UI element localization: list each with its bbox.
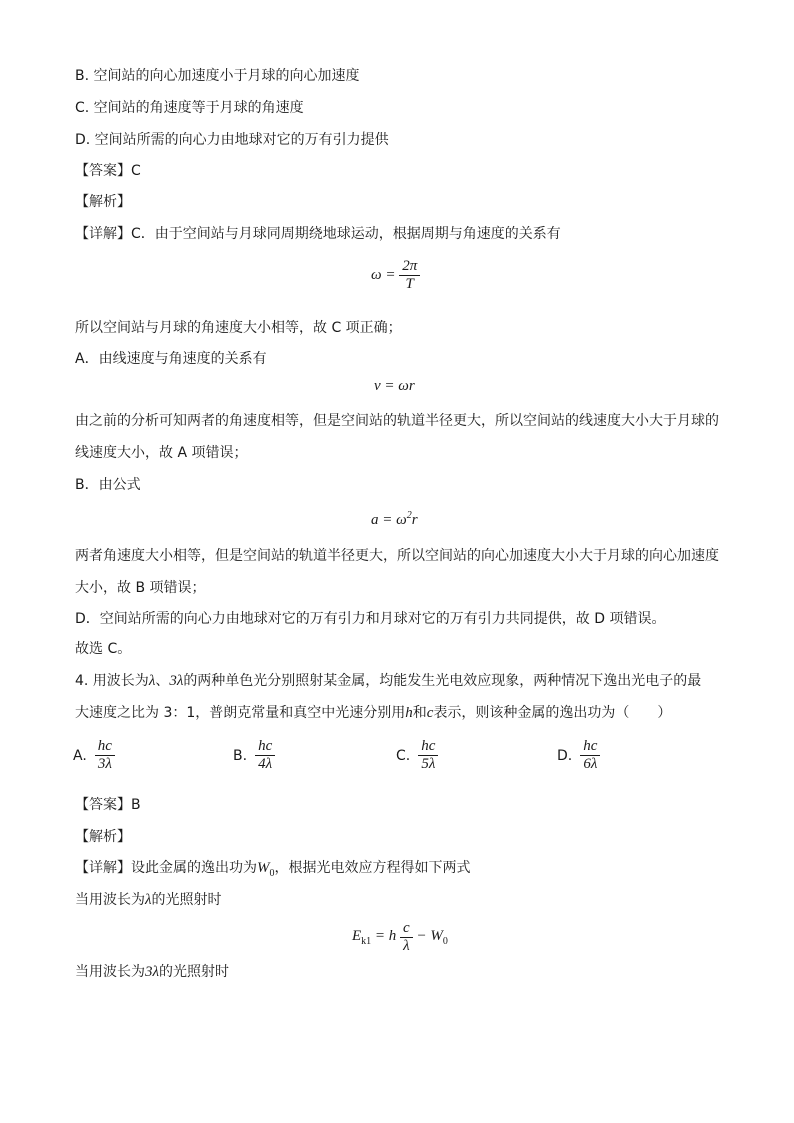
choice-letter: C.: [396, 747, 411, 764]
fraction-denominator: λ: [400, 937, 413, 955]
text-line: 所以空间站与月球的角速度大小相等，故 C 项正确；: [75, 320, 402, 336]
detail-text: 【详解】设此金属的逸出功为: [75, 860, 257, 876]
formula-mid: = h: [374, 928, 397, 944]
when-lambda: λ: [145, 892, 152, 908]
text-line: 线速度大小，故 A 项错误；: [75, 445, 248, 461]
formula-a-base: a = ω: [371, 512, 407, 528]
w-subscript: 0: [269, 868, 275, 879]
when-text: 当用波长为: [75, 892, 145, 908]
analysis-label: 【解析】: [75, 194, 131, 210]
choice-a[interactable]: [73, 738, 115, 773]
choice-letter: B.: [233, 747, 248, 764]
detail-line: 【详解】C．由于空间站与月球同周期绕地球运动，根据周期与角速度的关系有: [75, 226, 561, 242]
formula-ek1-fraction: [400, 920, 413, 955]
analysis-label: 【解析】: [75, 829, 131, 845]
when-text: 的光照射时: [151, 892, 222, 908]
formula-ek1: [352, 920, 448, 955]
stem-text: 和: [412, 705, 427, 721]
choice-denominator: 4λ: [255, 755, 275, 773]
choice-numerator: hc: [97, 738, 112, 754]
when-text: 当用波长为: [75, 964, 145, 980]
formula-a-exponent: 2: [406, 510, 412, 521]
stem-text: 、: [155, 673, 170, 689]
formula-omega: [371, 258, 420, 293]
when-3lambda: 3λ: [145, 964, 159, 980]
question-stem: [75, 704, 671, 722]
choice-denominator: 6λ: [580, 755, 600, 773]
text-line: B．由公式: [75, 477, 141, 493]
stem-text: 大速度之比为 3：1，普朗克常量和真空中光速分别用: [75, 705, 406, 721]
formula-tail: − W: [416, 928, 443, 944]
formula-a: [371, 510, 418, 529]
option-b: B. 空间站的向心加速度小于月球的向心加速度: [75, 68, 360, 84]
detail-text: ，根据光电效应方程得如下两式: [274, 860, 471, 876]
text-line: A．由线速度与角速度的关系有: [75, 351, 267, 367]
choice-letter: A.: [73, 747, 87, 764]
text-line: [75, 891, 222, 909]
answer-label: 【答案】B: [75, 797, 141, 813]
formula-ek1-lhs: [352, 928, 397, 947]
option-d: D. 空间站所需的向心力由地球对它的万有引力提供: [75, 132, 389, 148]
stem-lambda: λ: [148, 673, 156, 689]
formula-omega-lhs: ω =: [371, 267, 396, 283]
when-text: 的光照射时: [159, 964, 229, 980]
formula-omega-fraction: [399, 258, 420, 293]
stem-3lambda: 3λ: [169, 673, 184, 689]
text-line: 大小，故 B 项错误；: [75, 580, 206, 596]
stem-text: 4. 用波长为: [75, 673, 149, 689]
option-c: C. 空间站的角速度等于月球的角速度: [75, 100, 304, 116]
stem-text: 的两种单色光分别照射某金属，均能发生光电效应现象，两种情况下逸出光电子的最: [183, 673, 702, 689]
choice-c[interactable]: [396, 738, 438, 773]
formula-v: v = ωr: [374, 378, 415, 394]
w-symbol: W: [257, 860, 270, 876]
choice-b[interactable]: [233, 738, 275, 773]
stem-text: 表示，则该种金属的逸出功为（ ）: [433, 705, 672, 721]
formula-ek1-tail: [416, 928, 448, 947]
choice-denominator: 5λ: [418, 755, 438, 773]
text-line: 两者角速度大小相等，但是空间站的轨道半径更大，所以空间站的向心加速度大小大于月球的向心加速度: [75, 548, 719, 564]
stem-h: h: [405, 705, 413, 721]
text-line: 故选 C。: [75, 641, 132, 657]
question-stem: [75, 672, 701, 690]
choice-d[interactable]: [557, 738, 600, 773]
fraction-numerator: 2π: [402, 258, 418, 274]
answer-label: 【答案】C: [75, 163, 141, 179]
stem-c: c: [426, 705, 434, 721]
formula-a-r: r: [411, 512, 418, 528]
fraction-denominator: T: [399, 275, 420, 293]
choice-denominator: 3λ: [95, 755, 115, 773]
fraction-numerator: c: [403, 920, 410, 936]
text-line: [75, 963, 229, 981]
choice-numerator: hc: [421, 738, 436, 754]
detail-w0: [257, 860, 275, 879]
e-symbol: E: [352, 928, 362, 944]
e-subscript: k1: [361, 936, 372, 947]
choice-letter: D.: [557, 747, 573, 764]
text-line: 由之前的分析可知两者的角速度相等，但是空间站的轨道半径更大，所以空间站的线速度大小大于月球的: [75, 413, 719, 429]
choice-numerator: hc: [583, 738, 598, 754]
choice-numerator: hc: [258, 738, 273, 754]
text-line: D．空间站所需的向心力由地球对它的万有引力和月球对它的万有引力共同提供，故 D 项错误。: [75, 611, 666, 627]
w-subscript: 0: [442, 936, 448, 947]
detail-line: [75, 859, 471, 883]
